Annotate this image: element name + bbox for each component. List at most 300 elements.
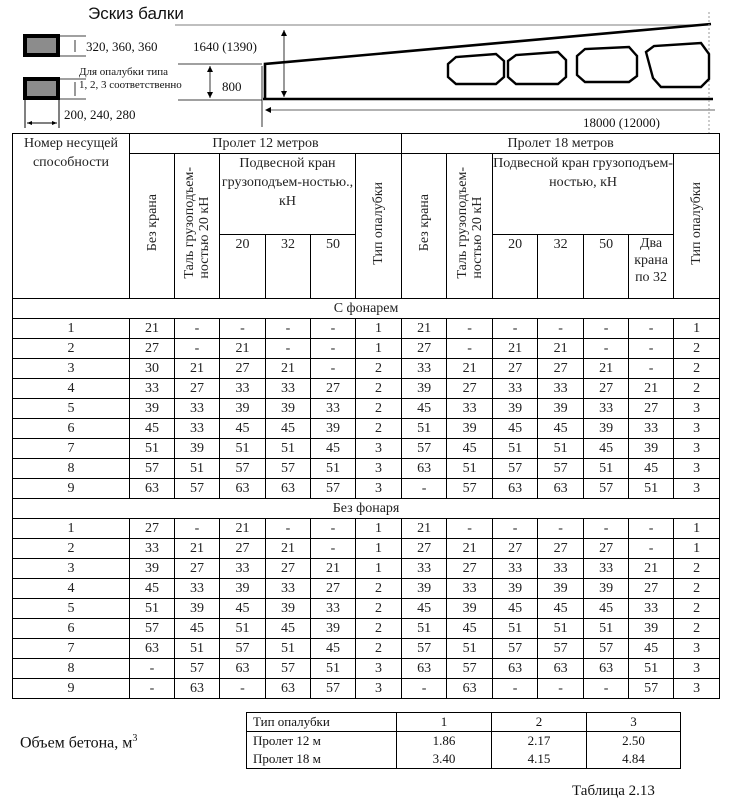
section-header-row [13, 299, 720, 319]
table-cell: 33 [402, 359, 447, 379]
volume-header-row [247, 713, 681, 732]
table-cell: 3 [674, 399, 720, 419]
capacity-number-cell: 6 [13, 419, 130, 439]
section-widths-label: 200, 240, 280 [64, 107, 136, 122]
table-cell: - [629, 319, 674, 339]
table-row [13, 559, 720, 579]
header-formwork-12: Тип опалубки [356, 154, 402, 299]
table-cell: 51 [584, 619, 629, 639]
table-cell: 63 [220, 659, 266, 679]
formwork-note-line1: Для опалубки типа [79, 66, 169, 78]
table-cell: 51 [629, 479, 674, 499]
header-formwork-18: Тип опалубки [674, 154, 720, 299]
table-row [13, 319, 720, 339]
table-cell: 57 [584, 639, 629, 659]
section-heights-label: 320, 360, 360 [86, 39, 158, 54]
table-cell: 33 [402, 559, 447, 579]
capacity-number-cell: 3 [13, 559, 130, 579]
table-cell: 45 [493, 599, 538, 619]
table-cell: 57 [311, 679, 356, 699]
span-length-label: 18000 (12000) [583, 115, 660, 130]
table-cell: 39 [175, 439, 220, 459]
table-row [13, 459, 720, 479]
table-cell: 2 [674, 339, 720, 359]
table-cell: - [220, 679, 266, 699]
table-cell: 1 [356, 539, 402, 559]
table-row [13, 379, 720, 399]
table-cell: 33 [493, 559, 538, 579]
table-cell: 45 [266, 419, 311, 439]
table-cell: 57 [493, 459, 538, 479]
table-cell: 33 [447, 399, 493, 419]
table-cell: 27 [538, 359, 584, 379]
header-crane-12-20: 20 [220, 235, 266, 299]
table-cell: 21 [629, 559, 674, 579]
table-cell: 45 [220, 599, 266, 619]
table-cell: 3 [674, 479, 720, 499]
table-cell: 39 [629, 439, 674, 459]
table-cell: 21 [220, 519, 266, 539]
table-cell: - [584, 679, 629, 699]
capacity-number-cell: 4 [13, 379, 130, 399]
table-cell: 27 [266, 559, 311, 579]
table-cell: - [584, 519, 629, 539]
capacity-number-cell: 6 [13, 619, 130, 639]
table-cell: 21 [175, 539, 220, 559]
table-cell: 39 [447, 599, 493, 619]
capacity-number-cell: 1 [13, 519, 130, 539]
table-cell: 45 [584, 439, 629, 459]
volume-row [247, 750, 681, 769]
table-cell: 1 [674, 519, 720, 539]
table-cell: 51 [584, 459, 629, 479]
table-cell: 33 [584, 559, 629, 579]
table-cell: 21 [538, 339, 584, 359]
capacity-number-cell: 5 [13, 399, 130, 419]
table-cell: 45 [130, 579, 175, 599]
capacity-number-cell: 8 [13, 459, 130, 479]
table-cell: 57 [447, 479, 493, 499]
table-cell: 33 [130, 379, 175, 399]
table-cell: 27 [447, 379, 493, 399]
header-crane-12-50: 50 [311, 235, 356, 299]
beam-openings [448, 43, 709, 87]
table-cell: 33 [584, 399, 629, 419]
volume-header-cell: 3 [587, 713, 681, 732]
table-cell: 21 [629, 379, 674, 399]
table-row [13, 439, 720, 459]
table-cell: 2 [674, 579, 720, 599]
table-cell: 57 [311, 479, 356, 499]
table-cell: 27 [629, 399, 674, 419]
table-cell: 2 [356, 359, 402, 379]
table-cell: 39 [538, 579, 584, 599]
table-cell: 45 [402, 599, 447, 619]
table-cell: 33 [311, 599, 356, 619]
table-cell: 51 [447, 639, 493, 659]
capacity-number-cell: 5 [13, 599, 130, 619]
table-cell: 57 [629, 679, 674, 699]
table-row [13, 599, 720, 619]
table-cell: 51 [402, 619, 447, 639]
table-cell: - [629, 519, 674, 539]
table-cell: 2 [674, 599, 720, 619]
concrete-volume-table [246, 712, 681, 769]
table-cell: - [447, 339, 493, 359]
table-cell: 2 [356, 599, 402, 619]
table-cell: - [493, 319, 538, 339]
table-cell: - [175, 519, 220, 539]
table-cell: - [266, 519, 311, 539]
table-cell: - [538, 679, 584, 699]
table-cell: 3 [674, 439, 720, 459]
volume-cell: 4.15 [492, 750, 587, 769]
table-cell: 45 [538, 599, 584, 619]
table-cell: 51 [266, 639, 311, 659]
table-cell: 21 [266, 539, 311, 559]
table-cell: 57 [266, 659, 311, 679]
table-cell: 2 [674, 559, 720, 579]
header-crane-18-32: 32 [538, 235, 584, 299]
table-cell: 45 [311, 439, 356, 459]
table-cell: 63 [130, 639, 175, 659]
table-cell: 39 [266, 599, 311, 619]
table-cell: 33 [266, 579, 311, 599]
table-cell: 1 [674, 539, 720, 559]
capacity-number-cell: 9 [13, 679, 130, 699]
table-cell: 1 [356, 559, 402, 579]
table-cell: 39 [130, 399, 175, 419]
table-cell: 45 [175, 619, 220, 639]
table-cell: 27 [311, 579, 356, 599]
table-cell: 21 [493, 339, 538, 359]
table-cell: - [175, 319, 220, 339]
load-capacity-table [12, 133, 720, 699]
table-cell: 45 [629, 639, 674, 659]
table-cell: 45 [447, 439, 493, 459]
table-cell: 51 [493, 619, 538, 639]
table-cell: 27 [175, 559, 220, 579]
table-cell: 39 [402, 579, 447, 599]
table-cell: 21 [175, 359, 220, 379]
capacity-number-cell: 1 [13, 319, 130, 339]
table-cell: 21 [311, 559, 356, 579]
table-cell: 45 [220, 419, 266, 439]
table-cell: 51 [175, 639, 220, 659]
table-cell: 45 [493, 419, 538, 439]
beam-sketch [0, 0, 740, 135]
table-cell: 33 [266, 379, 311, 399]
header-no-crane-18: Без крана [402, 154, 447, 299]
table-cell: 51 [493, 439, 538, 459]
table-row [13, 659, 720, 679]
table-cell: 51 [311, 659, 356, 679]
table-cell: 63 [266, 479, 311, 499]
table-cell: 2 [356, 399, 402, 419]
table-cell: 63 [538, 479, 584, 499]
table-row [13, 619, 720, 639]
header-crane-18: Подвесной кран грузоподъем-ностью, кН [493, 154, 674, 235]
table-cell: 63 [493, 659, 538, 679]
table-cell: - [447, 319, 493, 339]
table-cell: 27 [493, 359, 538, 379]
table-cell: 51 [175, 459, 220, 479]
table-cell: - [266, 319, 311, 339]
table-cell: 27 [584, 379, 629, 399]
header-span-18: Пролет 18 метров [402, 134, 720, 154]
table-cell: 45 [311, 639, 356, 659]
table-cell: 33 [220, 559, 266, 579]
table-cell: 39 [175, 599, 220, 619]
table-row [13, 639, 720, 659]
table-cell: 2 [356, 379, 402, 399]
table-cell: 1 [356, 319, 402, 339]
table-cell: 39 [629, 619, 674, 639]
table-cell: 33 [220, 379, 266, 399]
volume-cell: 1.86 [397, 732, 492, 751]
header-crane-18-20: 20 [493, 235, 538, 299]
table-cell: - [311, 339, 356, 359]
table-cell: 27 [402, 539, 447, 559]
capacity-number-cell: 2 [13, 339, 130, 359]
table-cell: 57 [266, 459, 311, 479]
table-cell: 39 [220, 579, 266, 599]
volume-cell: Пролет 18 м [247, 750, 397, 769]
table-cell: 27 [447, 559, 493, 579]
table-cell: 21 [447, 359, 493, 379]
table-cell: 33 [175, 579, 220, 599]
table-cell: 39 [538, 399, 584, 419]
table-cell: - [447, 519, 493, 539]
table-cell: 57 [584, 479, 629, 499]
volume-cell: 2.17 [492, 732, 587, 751]
table-cell: 57 [538, 639, 584, 659]
table-cell: 33 [175, 419, 220, 439]
table-cell: - [402, 679, 447, 699]
table-cell: 33 [629, 599, 674, 619]
capacity-number-cell: 2 [13, 539, 130, 559]
table-cell: - [402, 479, 447, 499]
table-cell: 21 [130, 319, 175, 339]
table-cell: - [629, 359, 674, 379]
table-cell: 51 [130, 439, 175, 459]
sketch-title: Эскиз балки [88, 4, 184, 23]
table-cell: 3 [674, 659, 720, 679]
table-cell: 1 [356, 339, 402, 359]
table-cell: 3 [674, 679, 720, 699]
table-cell: 51 [130, 599, 175, 619]
table-cell: 1 [356, 519, 402, 539]
table-cell: 27 [402, 339, 447, 359]
table-cell: 3 [356, 479, 402, 499]
table-cell: - [311, 359, 356, 379]
formwork-note-line2: 1, 2, 3 соответственно [79, 79, 182, 91]
table-cell: 57 [175, 659, 220, 679]
table-row [13, 479, 720, 499]
table-cell: 51 [266, 439, 311, 459]
table-cell: - [538, 319, 584, 339]
table-cell: 45 [130, 419, 175, 439]
table-cell: 2 [674, 359, 720, 379]
capacity-number-cell: 4 [13, 579, 130, 599]
table-cell: 39 [130, 559, 175, 579]
table-cell: 33 [175, 399, 220, 419]
capacity-number-cell: 8 [13, 659, 130, 679]
table-cell: 63 [538, 659, 584, 679]
table-cell: 2 [674, 379, 720, 399]
table-row [13, 539, 720, 559]
table-cell: - [584, 339, 629, 359]
table-caption: Таблица 2.13 [572, 783, 655, 799]
table-cell: 2 [674, 619, 720, 639]
volume-cell: 3.40 [397, 750, 492, 769]
table-cell: 51 [629, 659, 674, 679]
table-cell: 57 [130, 459, 175, 479]
capacity-number-cell: 7 [13, 439, 130, 459]
table-cell: 51 [402, 419, 447, 439]
section-title: С фонарем [13, 299, 720, 319]
table-cell: 57 [493, 639, 538, 659]
table-cell: 39 [493, 579, 538, 599]
table-cell: 21 [266, 359, 311, 379]
table-cell: 33 [493, 379, 538, 399]
table-cell: - [493, 519, 538, 539]
table-cell: 27 [175, 379, 220, 399]
table-cell: 3 [674, 419, 720, 439]
table-cell: 45 [584, 599, 629, 619]
table-cell: - [584, 319, 629, 339]
table-cell: 21 [220, 339, 266, 359]
table-cell: 39 [220, 399, 266, 419]
table-cell: 27 [220, 539, 266, 559]
table-cell: 27 [493, 539, 538, 559]
table-row [13, 579, 720, 599]
table-cell: 2 [356, 579, 402, 599]
table-cell: - [629, 539, 674, 559]
table-cell: 2 [356, 619, 402, 639]
max-height-label: 1640 (1390) [193, 39, 257, 54]
table-cell: 33 [311, 399, 356, 419]
header-hoist-12: Таль грузоподъем- ностью 20 кН [175, 154, 220, 299]
table-cell: 57 [447, 659, 493, 679]
volume-cell: 4.84 [587, 750, 681, 769]
table-cell: 45 [447, 619, 493, 639]
table-row [13, 359, 720, 379]
table-cell: 27 [130, 519, 175, 539]
table-cell: 39 [311, 619, 356, 639]
volume-header-cell: Тип опалубки [247, 713, 397, 732]
capacity-number-cell: 9 [13, 479, 130, 499]
table-cell: 45 [266, 619, 311, 639]
table-cell: 39 [584, 419, 629, 439]
table-cell: 39 [266, 399, 311, 419]
table-cell: 63 [130, 479, 175, 499]
table-cell: 33 [447, 579, 493, 599]
table-cell: 2 [356, 639, 402, 659]
table-cell: 33 [629, 419, 674, 439]
table-cell: 39 [402, 379, 447, 399]
table-cell: - [130, 679, 175, 699]
volume-cell: 2.50 [587, 732, 681, 751]
volume-header-cell: 2 [492, 713, 587, 732]
table-cell: 27 [584, 539, 629, 559]
capacity-number-cell: 7 [13, 639, 130, 659]
table-cell: 63 [493, 479, 538, 499]
table-cell: 27 [538, 539, 584, 559]
table-cell: 1 [674, 319, 720, 339]
header-hoist-18: Таль грузоподъем- ностью 20 кН [447, 154, 493, 299]
table-cell: 63 [175, 679, 220, 699]
table-cell: - [629, 339, 674, 359]
table-cell: 57 [130, 619, 175, 639]
table-cell: 57 [402, 439, 447, 459]
table-cell: 39 [311, 419, 356, 439]
table-cell: 57 [220, 639, 266, 659]
header-crane-12-32: 32 [266, 235, 311, 299]
table-cell: 30 [130, 359, 175, 379]
table-cell: 33 [538, 559, 584, 579]
table-cell: - [311, 319, 356, 339]
table-cell: 33 [130, 539, 175, 559]
section-header-row [13, 499, 720, 519]
header-span-12: Пролет 12 метров [130, 134, 402, 154]
table-cell: 39 [493, 399, 538, 419]
table-cell: 51 [311, 459, 356, 479]
table-cell: 21 [402, 519, 447, 539]
table-cell: 39 [584, 579, 629, 599]
table-cell: 27 [629, 579, 674, 599]
table-cell: 51 [538, 619, 584, 639]
table-cell: 27 [130, 339, 175, 359]
table-cell: - [266, 339, 311, 359]
table-cell: 3 [356, 679, 402, 699]
table-cell: 45 [538, 419, 584, 439]
table-cell: 27 [311, 379, 356, 399]
table-cell: 3 [356, 439, 402, 459]
table-cell: 33 [538, 379, 584, 399]
capacity-number-cell: 3 [13, 359, 130, 379]
cross-section-top [25, 36, 58, 55]
table-row [13, 339, 720, 359]
table-cell: - [175, 339, 220, 359]
table-cell: 63 [447, 679, 493, 699]
table-cell: 57 [175, 479, 220, 499]
table-cell: 57 [402, 639, 447, 659]
table-cell: - [130, 659, 175, 679]
concrete-volume-label: Объем бетона, $м^3$ [20, 733, 138, 752]
table-cell: 45 [402, 399, 447, 419]
table-cell: 3 [356, 459, 402, 479]
table-cell: 27 [220, 359, 266, 379]
table-cell: - [538, 519, 584, 539]
table-cell: 51 [538, 439, 584, 459]
table-cell: 63 [220, 479, 266, 499]
table-row [13, 419, 720, 439]
table-cell: 45 [629, 459, 674, 479]
table-cell: 51 [447, 459, 493, 479]
volume-row [247, 732, 681, 751]
table-row [13, 519, 720, 539]
table-cell: - [220, 319, 266, 339]
header-no-crane-12: Без крана [130, 154, 175, 299]
table-cell: - [311, 539, 356, 559]
table-row [13, 679, 720, 699]
table-cell: 39 [447, 419, 493, 439]
table-cell: 63 [402, 659, 447, 679]
header-crane-18-two: Два крана по 32 [629, 235, 674, 299]
support-height-label: 800 [222, 79, 242, 94]
table-cell: 63 [266, 679, 311, 699]
